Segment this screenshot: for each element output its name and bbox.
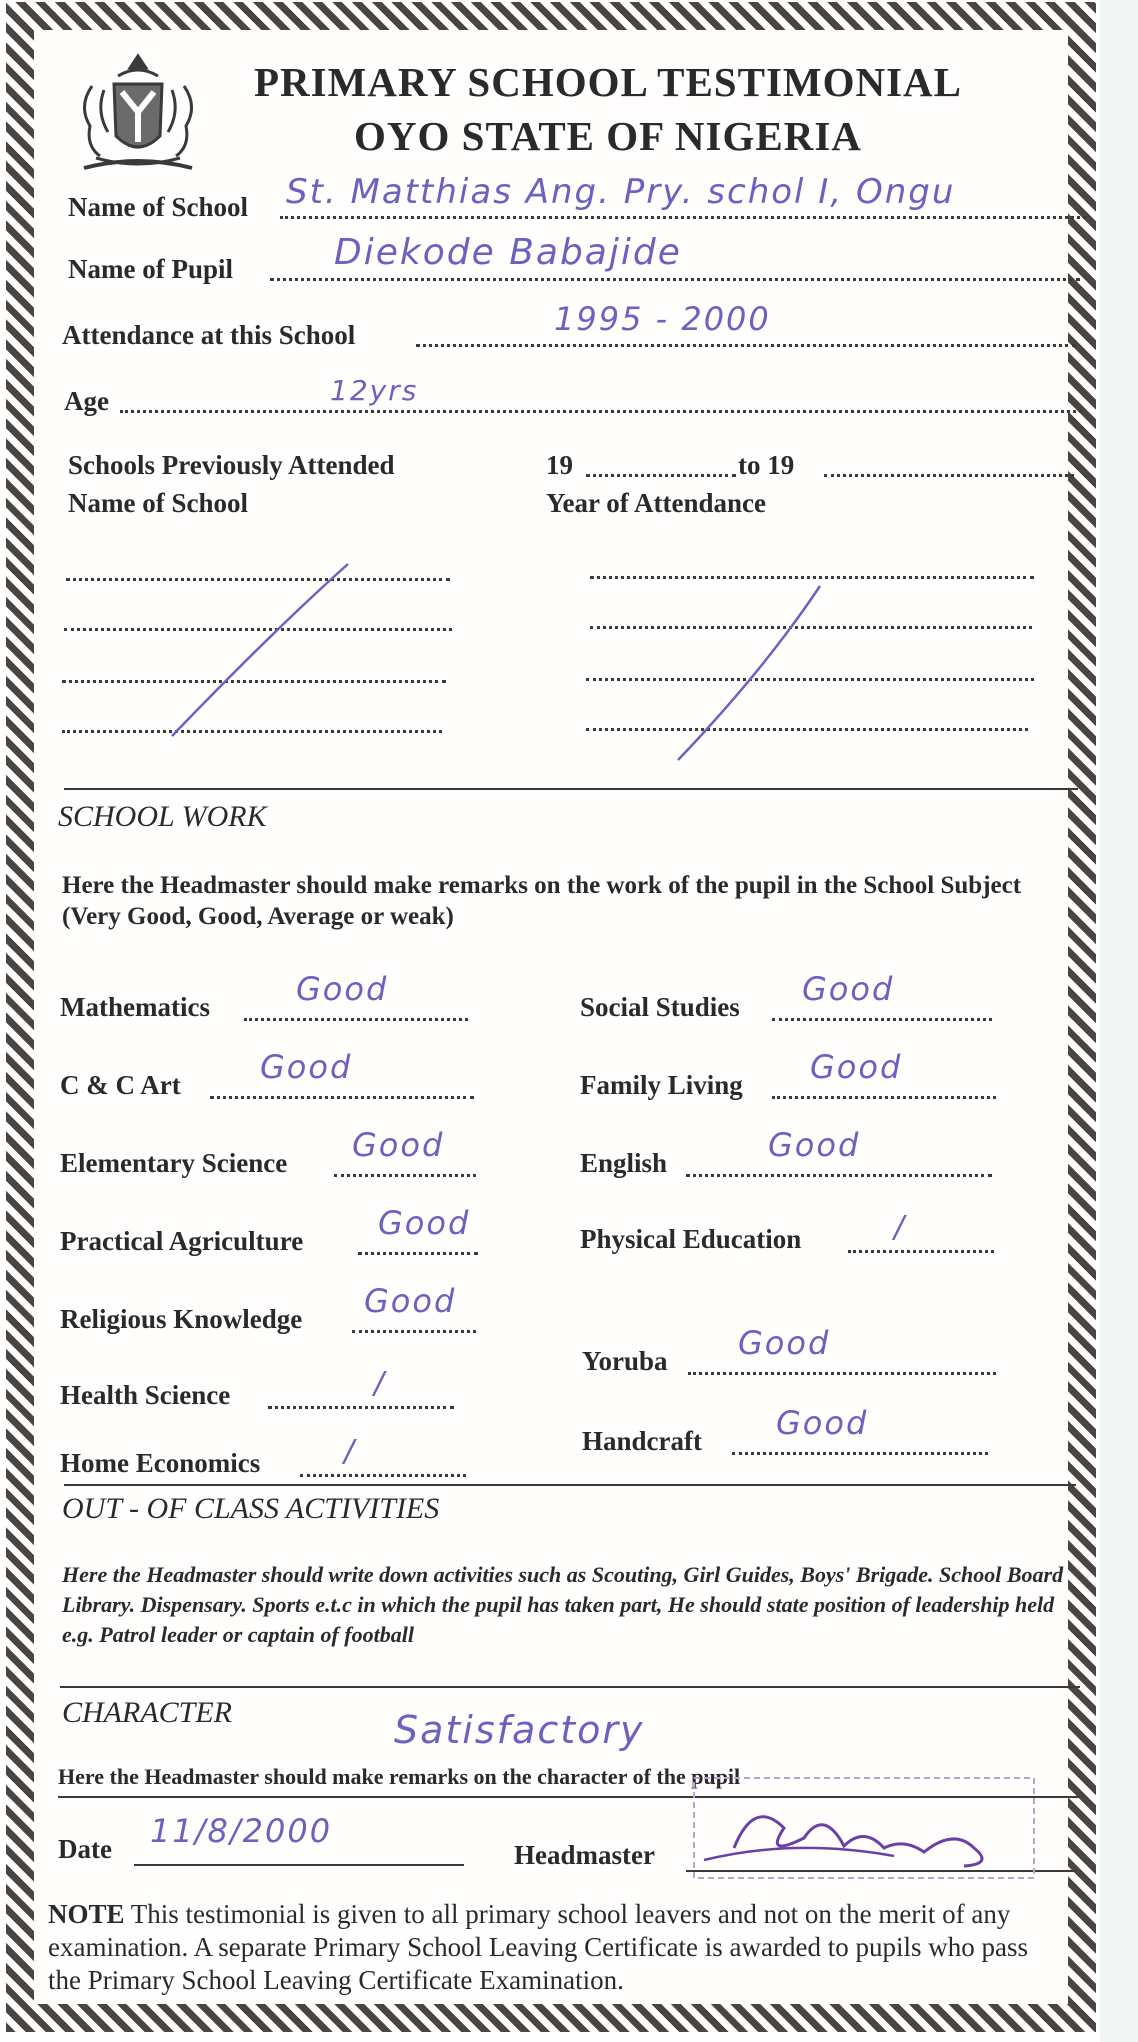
subject-grade-left-6: / (344, 1434, 357, 1469)
subject-label-left-5: Health Science (60, 1380, 231, 1410)
subject-label-right-5: Handcraft (582, 1426, 702, 1456)
subject-label-right-0: Social Studies (580, 992, 740, 1022)
subject-label-left-3: Practical Agriculture (60, 1226, 304, 1256)
divider (64, 788, 1078, 790)
subject-line-left-6 (300, 1474, 466, 1477)
subject-line-left-0 (244, 1018, 468, 1021)
subject-label-left-1: C & C Art (60, 1070, 181, 1100)
character-instruction: Here the Headmaster should make remarks on the character of the pupil (58, 1764, 741, 1789)
scan-margin (1100, 0, 1138, 2042)
pupil-name-value: Diekode Babajide (334, 232, 682, 273)
subject-line-left-4 (352, 1330, 476, 1333)
subject-grade-left-3: Good (378, 1204, 471, 1242)
age-label: Age (64, 386, 109, 416)
previous-year-to-line (824, 474, 1074, 477)
previous-year-from-line (586, 474, 736, 477)
subject-line-right-2 (686, 1174, 992, 1177)
subject-grade-right-3: / (894, 1210, 907, 1245)
note-paragraph (48, 1898, 1058, 1997)
attendance-value: 1995 - 2000 (554, 300, 771, 338)
previous-name-label: Name of School (68, 488, 248, 518)
subject-line-left-1 (210, 1096, 474, 1099)
subject-grade-left-4: Good (364, 1282, 457, 1320)
date-line (134, 1864, 464, 1866)
subject-label-left-6: Home Economics (60, 1448, 261, 1478)
date-value: 11/8/2000 (150, 1812, 333, 1850)
divider (60, 1686, 1080, 1688)
previous-year-to: to 19 (738, 450, 795, 480)
activities-instruction: Here the Headmaster should write down activities such as Scouting, Girl Guides, Boys' Brigade. School Board Library. Dispensary. Sports e.t.c in which the pupil has taken part, He should state position of leadership held e.g. Patrol leader or captain of football (62, 1562, 1064, 1647)
subject-line-right-5 (732, 1452, 988, 1455)
subject-line-left-5 (268, 1406, 454, 1409)
headmaster-label: Headmaster (514, 1840, 655, 1870)
subject-line-left-3 (358, 1252, 478, 1255)
subject-label-left-2: Elementary Science (60, 1148, 288, 1178)
headmaster-stamp-and-signature (674, 1768, 1054, 1888)
school-work-heading: SCHOOL WORK (58, 800, 267, 833)
school-name-value: St. Matthias Ang. Pry. schol I, Ongu (286, 172, 956, 212)
subject-label-right-3: Physical Education (580, 1224, 802, 1254)
subject-line-right-4 (688, 1372, 996, 1375)
date-label: Date (58, 1834, 112, 1864)
subject-grade-right-2: Good (768, 1126, 861, 1164)
school-name-line (280, 216, 1086, 219)
subject-label-right-1: Family Living (580, 1070, 743, 1100)
subject-label-left-4: Religious Knowledge (60, 1304, 303, 1334)
testimonial-sheet (34, 30, 1068, 2004)
attendance-label: Attendance at this School (62, 320, 356, 350)
previous-year-from: 19 (546, 450, 573, 480)
previous-schools-label: Schools Previously Attended (68, 450, 395, 480)
document-title: PRIMARY SCHOOL TESTIMONIAL (254, 59, 963, 105)
previous-year-label: Year of Attendance (546, 488, 766, 518)
subject-grade-left-0: Good (296, 970, 389, 1008)
school-name-label: Name of School (68, 192, 248, 222)
pupil-name-label: Name of Pupil (68, 254, 233, 284)
coat-of-arms-icon (68, 46, 208, 184)
subject-grade-left-5: / (374, 1366, 387, 1401)
pupil-name-line (270, 278, 1080, 281)
subject-grade-right-5: Good (776, 1404, 869, 1442)
age-value: 12yrs (330, 374, 419, 407)
attendance-line (416, 344, 1076, 347)
activities-heading: OUT - OF CLASS ACTIVITIES (62, 1492, 440, 1525)
note-label: NOTE (48, 1899, 125, 1929)
subject-grade-right-0: Good (802, 970, 895, 1008)
subject-grade-right-4: Good (738, 1324, 831, 1362)
subject-grade-left-2: Good (352, 1126, 445, 1164)
character-heading: CHARACTER (62, 1696, 232, 1729)
subject-label-right-2: English (580, 1148, 668, 1178)
strike-mark-left (164, 560, 364, 750)
school-work-instruction: Here the Headmaster should make remarks on the work of the pupil in the School Subject (Very Good, Good, Average or weak) (62, 872, 1022, 930)
character-value: Satisfactory (394, 1708, 645, 1752)
divider (64, 1484, 1076, 1486)
subject-line-right-0 (772, 1018, 992, 1021)
previous-year-line-1 (590, 576, 1034, 579)
subject-grade-right-1: Good (810, 1048, 903, 1086)
strike-mark-right (674, 580, 834, 770)
subject-line-right-1 (772, 1096, 996, 1099)
document-subtitle: OYO STATE OF NIGERIA (354, 113, 862, 159)
subject-label-left-0: Mathematics (60, 992, 210, 1022)
age-line (120, 410, 1082, 413)
subject-line-left-2 (334, 1174, 476, 1177)
note-text: This testimonial is given to all primary school leavers and not on the merit of any examination. A separate Primary School Leaving Certificate is awarded to pupils who pass the Primary School Leaving Certificate Examination. (48, 1899, 1029, 1995)
subject-label-right-4: Yoruba (582, 1346, 668, 1376)
subject-grade-left-1: Good (260, 1048, 353, 1086)
subject-line-right-3 (848, 1250, 994, 1253)
